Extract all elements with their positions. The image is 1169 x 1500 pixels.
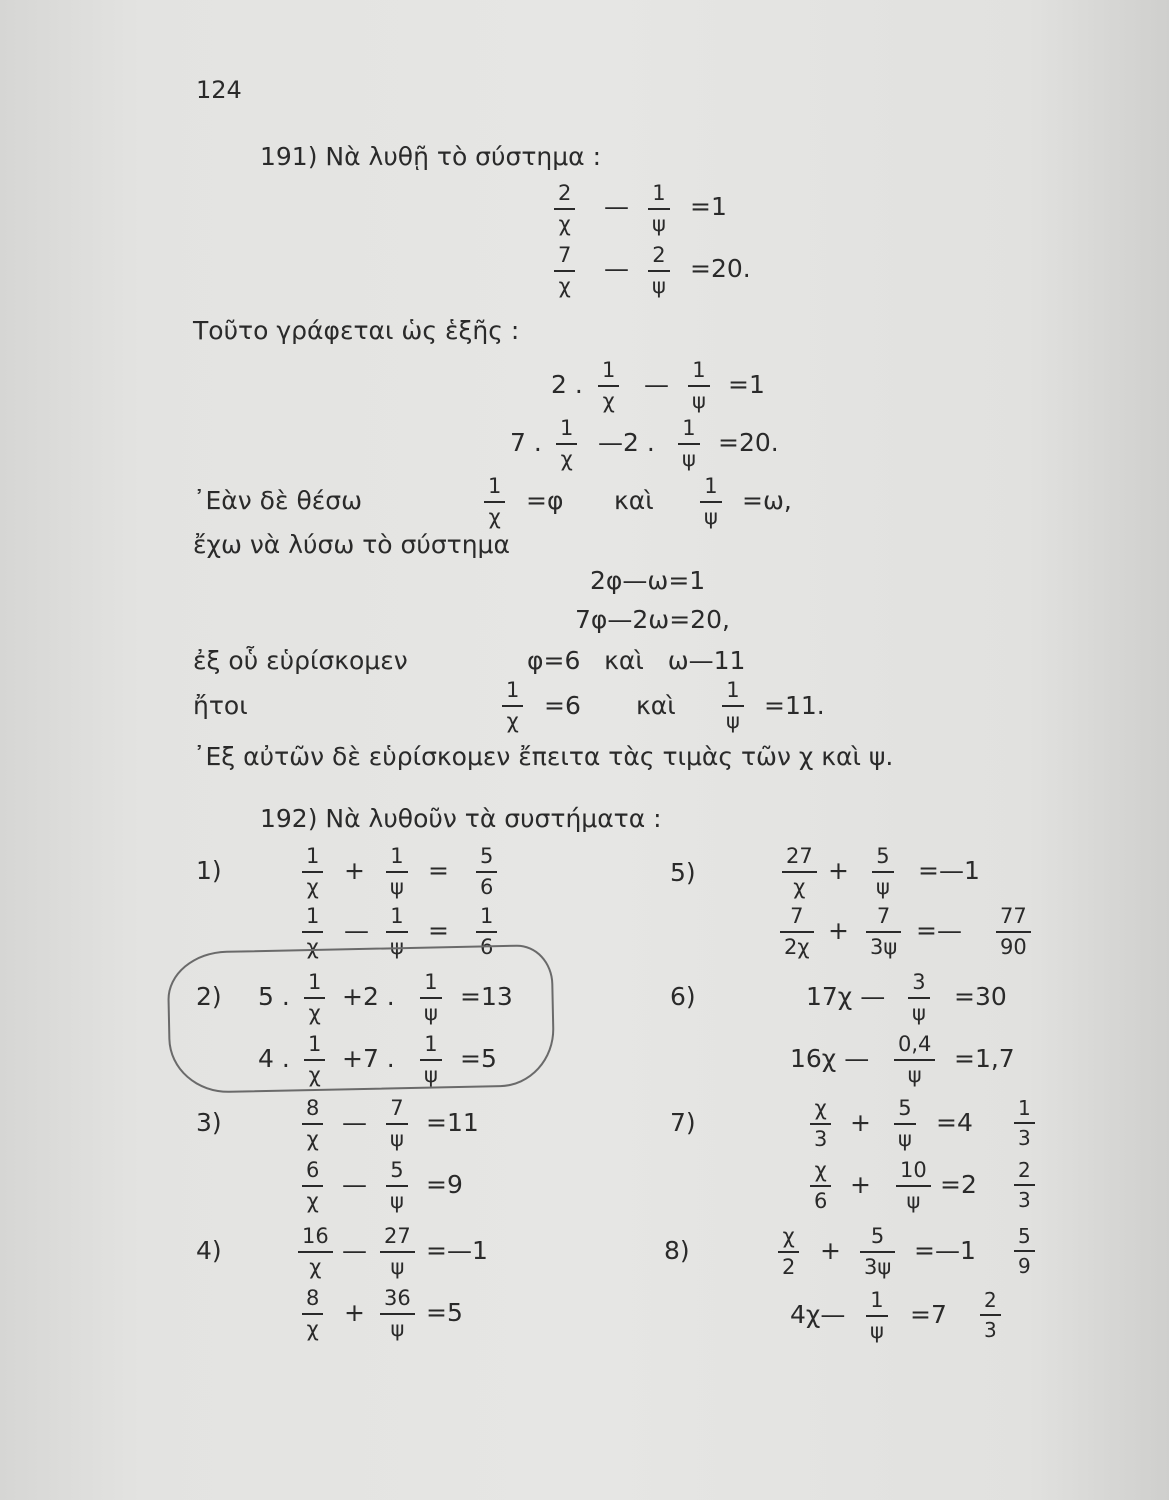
fraction: 1 χ bbox=[502, 680, 523, 732]
coefficient: 2 . bbox=[551, 370, 583, 399]
operator: = bbox=[428, 916, 449, 945]
equation-rhs: =20. bbox=[690, 254, 751, 283]
system-label: 1) bbox=[196, 856, 222, 885]
fraction: 36 ψ bbox=[380, 1288, 415, 1340]
fraction: 1 ψ bbox=[420, 972, 442, 1024]
fraction: 2 ψ bbox=[648, 245, 670, 297]
equation-rhs: =20. bbox=[718, 428, 779, 457]
equation-rhs: =11. bbox=[764, 691, 825, 720]
fraction: 1 ψ bbox=[688, 360, 710, 412]
fraction: 1 χ bbox=[304, 972, 325, 1024]
operator: + bbox=[850, 1108, 871, 1137]
fraction: 3 ψ bbox=[908, 972, 930, 1024]
fraction: 1 χ bbox=[304, 1034, 325, 1086]
fraction: χ 2 bbox=[778, 1226, 799, 1278]
equation-rhs: =2 bbox=[940, 1170, 977, 1199]
equation-rhs: =—1 bbox=[914, 1236, 976, 1265]
fraction: 1 ψ bbox=[722, 680, 744, 732]
found-text: ἐξ οὗ εὑρίσκομεν bbox=[193, 646, 408, 675]
linear-equation: 2φ—ω=1 bbox=[590, 566, 706, 595]
operator: — bbox=[342, 1170, 367, 1199]
kai-word: καὶ bbox=[636, 691, 676, 720]
fraction: 1 χ bbox=[302, 846, 323, 898]
fraction: 1 χ bbox=[484, 476, 505, 528]
fraction: 1 χ bbox=[302, 906, 323, 958]
solve-text: ἔχω νὰ λύσω τὸ σύστημα bbox=[193, 530, 510, 559]
fraction: 2 χ bbox=[554, 183, 575, 235]
page-number: 124 bbox=[196, 76, 242, 104]
fraction: 1 3 bbox=[1014, 1098, 1035, 1148]
fraction: 77 90 bbox=[996, 906, 1031, 958]
operator: + bbox=[850, 1170, 871, 1199]
linear-equation: 7φ—2ω=20, bbox=[575, 605, 730, 634]
fraction: 5 9 bbox=[1014, 1226, 1035, 1276]
operator: =— bbox=[916, 916, 962, 945]
final-text: ᾿Εξ αὐτῶν δὲ εὑρίσκομεν ἔπειτα τὰς τιμὰς τῶν χ καὶ ψ. bbox=[193, 742, 894, 771]
fraction: 7 χ bbox=[554, 245, 575, 297]
linear-term: 4χ— bbox=[790, 1300, 846, 1329]
problem-192-heading: 192) Νὰ λυθοῦν τὰ συστήματα : bbox=[260, 804, 662, 833]
system-label: 7) bbox=[670, 1108, 696, 1137]
kai-word: καὶ bbox=[614, 486, 654, 515]
equation-rhs: =1 bbox=[728, 370, 765, 399]
fraction: 1 6 bbox=[476, 906, 497, 958]
operator: + bbox=[344, 1298, 365, 1327]
fraction: 7 ψ bbox=[386, 1098, 408, 1150]
linear-term: 16χ — bbox=[790, 1044, 870, 1073]
operator: + bbox=[344, 856, 365, 885]
fraction: 1 ψ bbox=[678, 418, 700, 470]
set-text: ᾿Εὰν δὲ θέσω bbox=[193, 486, 363, 515]
fraction: 1 ψ bbox=[386, 906, 408, 958]
fraction: 5 6 bbox=[476, 846, 497, 898]
fraction: 27 χ bbox=[782, 846, 817, 898]
fraction: 5 3ψ bbox=[860, 1226, 895, 1278]
fraction: 1 ψ bbox=[648, 183, 670, 235]
system-label: 8) bbox=[664, 1236, 690, 1265]
operator: + bbox=[828, 856, 849, 885]
fraction: 8 χ bbox=[302, 1098, 323, 1150]
equation-rhs: =ω, bbox=[742, 486, 792, 515]
coefficient: +7 . bbox=[342, 1044, 395, 1073]
fraction: 5 ψ bbox=[386, 1160, 408, 1212]
equation-rhs: =—1 bbox=[918, 856, 980, 885]
system-label: 4) bbox=[196, 1236, 222, 1265]
equation-rhs: =11 bbox=[426, 1108, 479, 1137]
fraction: 27 ψ bbox=[380, 1226, 415, 1278]
fraction: 1 χ bbox=[598, 360, 619, 412]
equation-rhs: =30 bbox=[954, 982, 1007, 1011]
fraction: 8 χ bbox=[302, 1288, 323, 1340]
coefficient: 4 . bbox=[258, 1044, 290, 1073]
fraction: 1 ψ bbox=[386, 846, 408, 898]
fraction: 1 ψ bbox=[700, 476, 722, 528]
coefficient: 7 . bbox=[510, 428, 542, 457]
equation-rhs: =7 bbox=[910, 1300, 947, 1329]
operator: — bbox=[344, 916, 369, 945]
fraction: 1 ψ bbox=[420, 1034, 442, 1086]
system-label: 6) bbox=[670, 982, 696, 1011]
fraction: 2 3 bbox=[980, 1290, 1001, 1340]
operator: + bbox=[828, 916, 849, 945]
equation-rhs: =9 bbox=[426, 1170, 463, 1199]
fraction: 2 3 bbox=[1014, 1160, 1035, 1210]
operator: — bbox=[604, 254, 629, 283]
equation-rhs: =5 bbox=[426, 1298, 463, 1327]
coefficient: 5 . bbox=[258, 982, 290, 1011]
equation-rhs: =5 bbox=[460, 1044, 497, 1073]
coefficient: +2 . bbox=[342, 982, 395, 1011]
fraction: 0,4 ψ bbox=[894, 1034, 935, 1086]
fraction: 10 ψ bbox=[896, 1160, 931, 1212]
equation-rhs: =1,7 bbox=[954, 1044, 1015, 1073]
system-label: 3) bbox=[196, 1108, 222, 1137]
fraction: 5 ψ bbox=[894, 1098, 916, 1150]
fraction: 16 χ bbox=[298, 1226, 333, 1278]
problem-191-heading: 191) Νὰ λυθῇ τὸ σύστημα : bbox=[260, 142, 601, 171]
fraction: 7 2χ bbox=[780, 906, 814, 958]
fraction: 5 ψ bbox=[872, 846, 894, 898]
system-label: 5) bbox=[670, 858, 696, 887]
operator: — bbox=[644, 370, 669, 399]
equation-rhs: =6 bbox=[544, 691, 581, 720]
fraction: χ 6 bbox=[810, 1160, 831, 1212]
fraction: 7 3ψ bbox=[866, 906, 901, 958]
system-label: 2) bbox=[196, 982, 222, 1011]
coefficient: —2 . bbox=[598, 428, 655, 457]
fraction: χ 3 bbox=[810, 1098, 831, 1150]
fraction: 6 χ bbox=[302, 1160, 323, 1212]
operator: — bbox=[342, 1108, 367, 1137]
equation-rhs: =1 bbox=[690, 192, 727, 221]
equation-rhs: =—1 bbox=[426, 1236, 488, 1265]
equation-rhs: =13 bbox=[460, 982, 513, 1011]
operator: — bbox=[342, 1236, 367, 1265]
rewrite-text: Τοῦτο γράφεται ὡς ἑξῆς : bbox=[193, 316, 520, 345]
fraction: 1 ψ bbox=[866, 1290, 888, 1342]
linear-term: 17χ — bbox=[806, 982, 886, 1011]
itoi-text: ἤτοι bbox=[193, 691, 248, 720]
operator: — bbox=[604, 192, 629, 221]
operator: + bbox=[820, 1236, 841, 1265]
operator: = bbox=[428, 856, 449, 885]
equation-rhs: =φ bbox=[526, 486, 564, 515]
fraction: 1 χ bbox=[556, 418, 577, 470]
equation-rhs: =4 bbox=[936, 1108, 973, 1137]
found-equation: φ=6 καὶ ω—11 bbox=[527, 646, 746, 675]
